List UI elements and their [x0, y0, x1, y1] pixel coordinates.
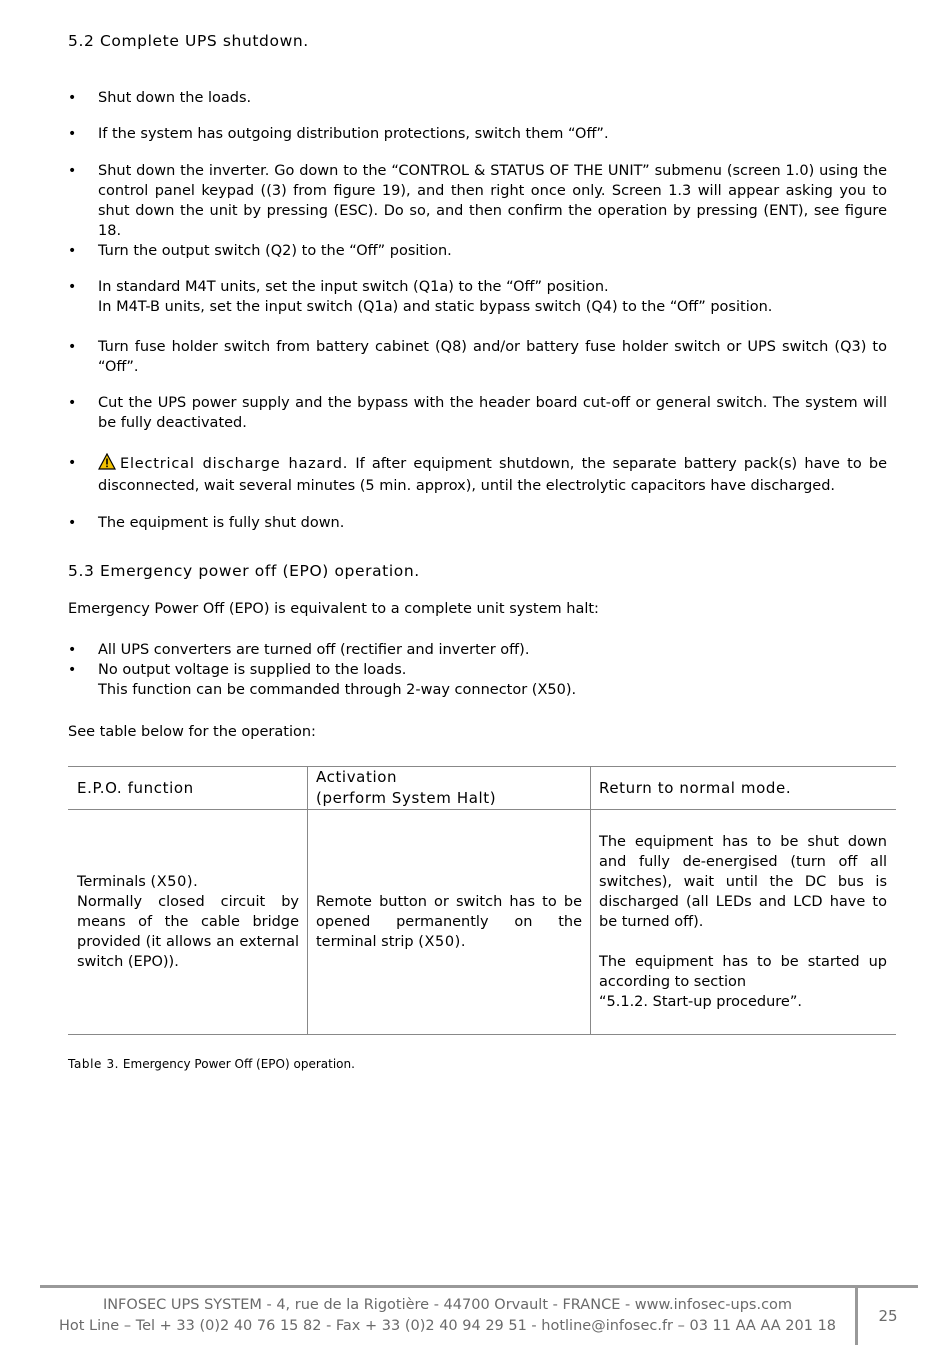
- shutdown-steps-list-4: [68, 277, 887, 317]
- epo-effects-list: [68, 640, 887, 700]
- warning-label: Electrical discharge hazard.: [120, 456, 349, 472]
- list-item-continuation: This function can be commanded through 2-way connector (X50).: [98, 682, 577, 698]
- shutdown-steps-list-7: [68, 453, 887, 496]
- caption-label: Table 3.: [68, 1057, 120, 1071]
- list-item-warning: [68, 453, 887, 496]
- shutdown-steps-list-5: [68, 337, 887, 377]
- cell-text: Remote button or switch has to be opened permanently on the terminal strip: [316, 894, 582, 950]
- shutdown-steps-list-1: [68, 88, 887, 108]
- list-item-line: In M4T-B units, set the input switch (Q1a) and static bypass switch (Q4) to the “Off” position.: [98, 299, 773, 315]
- list-item-line: In standard M4T units, set the input switch (Q1a) to the “Off” position.: [98, 279, 609, 295]
- list-item: • The equipment is fully shut down.: [68, 513, 887, 533]
- caption-text: Emergency Power Off (EPO) operation.: [119, 1057, 355, 1071]
- shutdown-steps-list-3: [68, 161, 887, 261]
- table-row: [68, 810, 896, 1035]
- epo-table: [68, 766, 896, 1035]
- header-text: (perform System Halt): [316, 789, 497, 807]
- shutdown-steps-list-2: [68, 124, 887, 144]
- warning-text: If after equipment shutdown, the separate battery pack(s) have to be disconnected, wait several minutes (5 min. approx), until the electrolytic capacitors have discharged.: [98, 456, 887, 494]
- header-return-normal: [591, 767, 897, 810]
- header-text: Return to normal mode.: [599, 778, 792, 797]
- footer-hotline: Hot Line – Tel + 33 (0)2 40 76 15 82 - Fax + 33 (0)2 40 94 29 51 - hotline@infosec.fr – 03 11 AA AA 201 18: [58, 1318, 837, 1334]
- section-5-2-title: 5.2 Complete UPS shutdown.: [68, 32, 309, 50]
- epo-intro: Emergency Power Off (EPO) is equivalent to a complete unit system halt:: [68, 601, 599, 617]
- shutdown-steps-list-6: [68, 393, 887, 433]
- terminal-code: (X50).: [418, 934, 467, 950]
- warning-triangle-icon: [98, 453, 116, 476]
- cell-text: The equipment has to be shut down and fully de-energised (turn off all switches), wait until the DC bus is discharged (all LEDs and LCD have to be turned off).: [599, 834, 887, 930]
- header-text: Activation: [316, 768, 398, 786]
- list-item: • Shut down the inverter. Go down to the “CONTROL & STATUS OF THE UNIT” submenu (screen 1.0) using the control panel keypad ((3) from figure 19), and then right once only. Screen 1.3 will appear asking you to shut down the unit by pressing (ESC). Do so, and then confirm the operation by pressing (ENT), see figure 18.: [68, 161, 887, 241]
- see-table-note: See table below for the operation:: [68, 724, 316, 740]
- cell-text: Normally closed circuit by means of the cable bridge provided (it allows an external switch (EPO)).: [77, 894, 299, 970]
- list-item: • Cut the UPS power supply and the bypass with the header board cut-off or general switch. The system will be fully deactivated.: [68, 393, 887, 433]
- cell-text: “5.1.2. Start-up procedure”.: [599, 994, 802, 1010]
- page-number: 25: [878, 1307, 898, 1325]
- list-item: [68, 277, 887, 317]
- list-item-line: No output voltage is supplied to the loads.: [98, 662, 407, 678]
- list-item: • If the system has outgoing distribution protections, switch them “Off”.: [68, 124, 887, 144]
- list-item: • Shut down the loads.: [68, 88, 887, 108]
- footer-address: INFOSEC UPS SYSTEM - 4, rue de la Rigotière - 44700 Orvault - FRANCE - www.infosec-ups.com: [102, 1297, 793, 1313]
- footer-vertical-divider: [855, 1288, 858, 1345]
- cell-epo-function: [68, 810, 308, 1035]
- table-caption: [68, 1057, 355, 1071]
- header-activation: [308, 767, 591, 810]
- list-item: • Turn the output switch (Q2) to the “Off” position.: [68, 241, 887, 261]
- list-item: • Turn fuse holder switch from battery cabinet (Q8) and/or battery fuse holder switch or UPS switch (Q3) to “Off”.: [68, 337, 887, 377]
- cell-text: The equipment has to be started up according to section: [599, 954, 887, 990]
- list-item: [68, 660, 887, 700]
- footer-divider: [40, 1285, 918, 1288]
- cell-return-normal: [591, 810, 897, 1035]
- cell-text: Terminals: [77, 874, 151, 890]
- section-5-3-title: 5.3 Emergency power off (EPO) operation.: [68, 562, 420, 580]
- header-text: E.P.O. function: [77, 778, 194, 797]
- shutdown-steps-list-8: [68, 513, 887, 533]
- list-item: • All UPS converters are turned off (rectifier and inverter off).: [68, 640, 887, 660]
- cell-activation: [308, 810, 591, 1035]
- terminal-code: (X50).: [150, 874, 199, 890]
- table-header-row: [68, 767, 896, 810]
- header-epo-function: [68, 767, 308, 810]
